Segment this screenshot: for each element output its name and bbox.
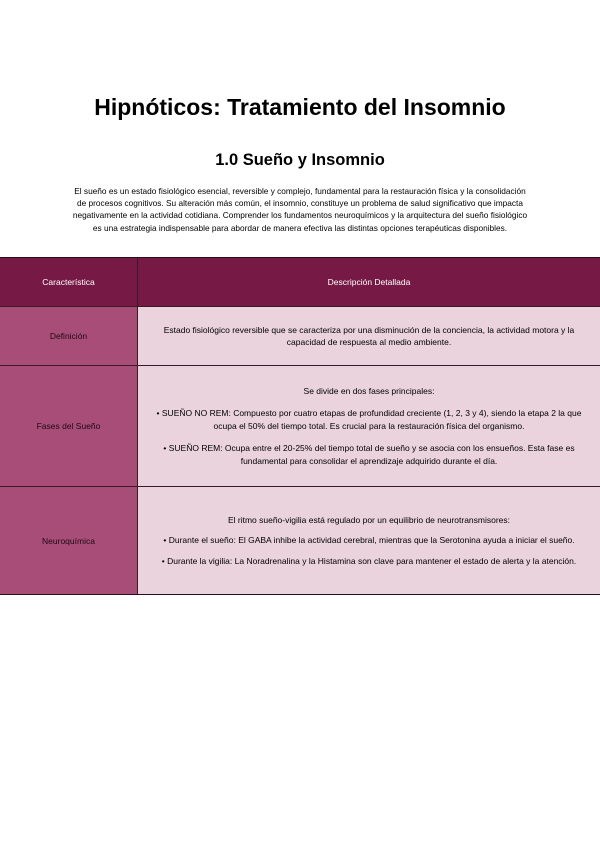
intro-paragraph: El sueño es un estado fisiológico esencial, reversible y complejo, fundamental para la restauración física y la consolidación de procesos cognitivos. Su alteración más común, el insomnio, constituye un problema de salud significativo que impacta negativamente en la actividad cotidiana. Comprender los fundamentos neuroquímicos y la arquitectura del sueño fisiológico es una estrategia indispensable para abordar de manera efectiva las distintas opciones terapéuticas disponibles. xyxy=(72,186,528,233)
row-label: Definición xyxy=(0,307,138,365)
description-text: Estado fisiológico reversible que se caracteriza por una disminución de la conciencia, la actividad motora y la capacidad de respuesta al medio ambiente. xyxy=(163,324,575,347)
row-label: Neuroquímica xyxy=(0,487,138,594)
row-description xyxy=(138,487,600,594)
table-header-row xyxy=(0,258,600,307)
page-title: Hipnóticos: Tratamiento del Insomnio xyxy=(94,94,506,120)
table-row-sleep-phases xyxy=(0,366,600,487)
header-description: Descripción Detallada xyxy=(138,258,600,306)
header-characteristic: Característica xyxy=(0,258,138,306)
description-intro: Se divide en dos fases principales: xyxy=(303,385,435,396)
table-row-neurochemistry xyxy=(0,487,600,594)
characteristics-table xyxy=(0,257,600,595)
description-bullet-sleep: • Durante el sueño: El GABA inhibe la actividad cerebral, mientras que la Serotonina ayuda a iniciar el sueño. xyxy=(163,535,575,546)
description-bullet-rem: • SUEÑO REM: Ocupa entre el 20-25% del tiempo total de sueño y se asocia con los ensueños. Esta fase es fundamental para consolidar el aprendizaje adquirido durante el día. xyxy=(163,443,575,466)
description-bullet-wake: • Durante la vigilia: La Noradrenalina y la Histamina son clave para mantener el estado de alerta y la atención. xyxy=(161,555,577,566)
row-description xyxy=(138,307,600,365)
description-intro: El ritmo sueño-vigilia está regulado por un equilibrio de neurotransmisores: xyxy=(227,514,511,525)
description-bullet-nrem: • SUEÑO NO REM: Compuesto por cuatro etapas de profundidad creciente (1, 2, 3 y 4), siendo la etapa 2 la que ocupa el 50% del tiempo total. Es crucial para la restauración física del organismo. xyxy=(156,408,582,431)
section-title: 1.0 Sueño y Insomnio xyxy=(215,151,385,169)
row-description xyxy=(138,366,600,486)
table-row-definition xyxy=(0,307,600,366)
row-label: Fases del Sueño xyxy=(0,366,138,486)
